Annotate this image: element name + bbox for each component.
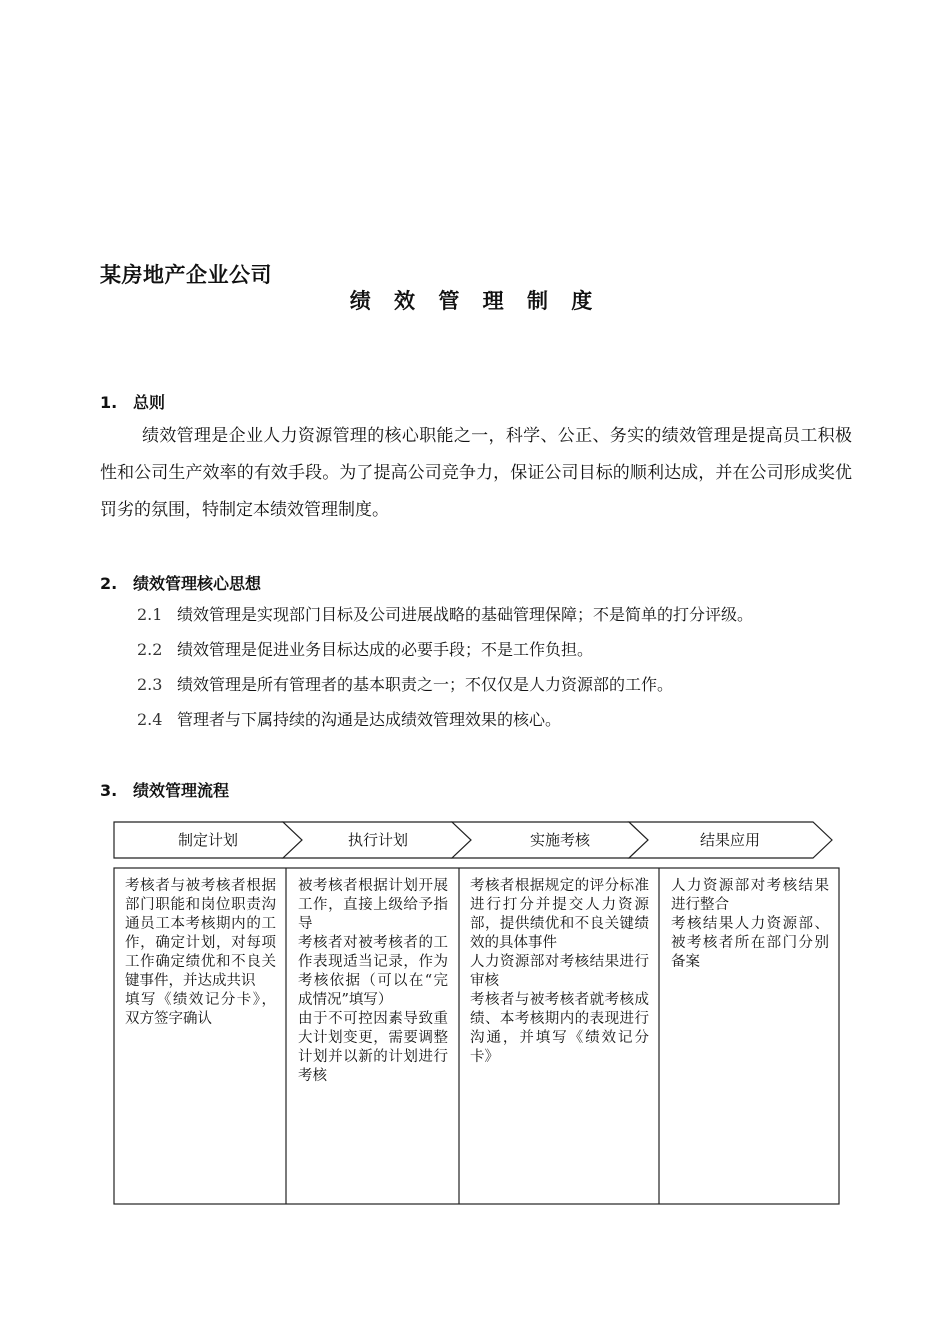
process-cell-apply — [671, 877, 829, 972]
cell-line: 被考核者根据计划开展工作，直接上级给予指导 — [298, 878, 448, 932]
step-label: 制定计划 — [177, 831, 239, 849]
section-number: 3. — [100, 781, 118, 800]
company-name: 某房地产企业公司 — [100, 263, 272, 287]
process-cell-execute — [298, 877, 448, 1086]
section-title: 绩效管理流程 — [133, 781, 230, 800]
cell-line: 考核者对被考核者的工作表现适当记录，作为考核依据（可以在“完成情况”填写） — [298, 935, 448, 1008]
process-cell-plan — [125, 877, 276, 1029]
cell-line: 考核者与被考核者根据部门职能和岗位职责沟通员工本考核期内的工作，确定计划，对每项工作确定绩优和不良关键事件，并达成共识 — [125, 878, 276, 989]
item-text: 绩效管理是实现部门目标及公司进展战略的基础管理保障；不是简单的打分评级。 — [177, 605, 754, 624]
item-number: 2.3 — [137, 675, 163, 694]
cell-line: 考核者根据规定的评分标准进行打分并提交人力资源部，提供绩优和不良关键绩效的具体事件 — [470, 878, 649, 951]
section-title: 绩效管理核心思想 — [133, 574, 262, 593]
step-label: 结果应用 — [699, 831, 761, 849]
item-text: 绩效管理是所有管理者的基本职责之一；不仅仅是人力资源部的工作。 — [177, 675, 674, 694]
cell-line: 考核者与被考核者就考核成绩、本考核期内的表现进行沟通，并填写《绩效记分卡》 — [470, 992, 649, 1065]
section-title: 总则 — [133, 393, 166, 412]
section-number: 1. — [100, 393, 118, 412]
cell-line: 人力资源部对考核结果进行整合 — [671, 878, 829, 913]
document-title: 绩 效 管 理 制 度 — [349, 289, 601, 313]
item-number: 2.2 — [137, 640, 163, 659]
process-cell-evaluate — [470, 877, 649, 1067]
cell-line: 由于不可控因素导致重大计划变更，需要调整计划并以新的计划进行考核 — [298, 1011, 448, 1084]
item-text: 绩效管理是促进业务目标达成的必要手段；不是工作负担。 — [177, 640, 594, 659]
cell-line: 人力资源部对考核结果进行审核 — [470, 954, 649, 989]
item-text: 管理者与下属持续的沟通是达成绩效管理效果的核心。 — [177, 710, 562, 729]
cell-line: 考核结果人力资源部、被考核者所在部门分别备案 — [671, 916, 829, 970]
item-number: 2.4 — [137, 710, 163, 729]
section-number: 2. — [100, 574, 118, 593]
item-number: 2.1 — [137, 605, 163, 624]
step-label: 执行计划 — [347, 831, 409, 849]
section-1-paragraph: 绩效管理是企业人力资源管理的核心职能之一，科学、公正、务实的绩效管理是提高员工积极性和公司生产效率的有效手段。为了提高公司竞争力，保证公司目标的顺利达成，并在公司形成奖优罚劣的氛围，特制定本绩效管理制度。 — [100, 426, 852, 520]
cell-line: 填写《绩效记分卡》，双方签字确认 — [125, 992, 276, 1027]
step-label: 实施考核 — [529, 831, 591, 849]
